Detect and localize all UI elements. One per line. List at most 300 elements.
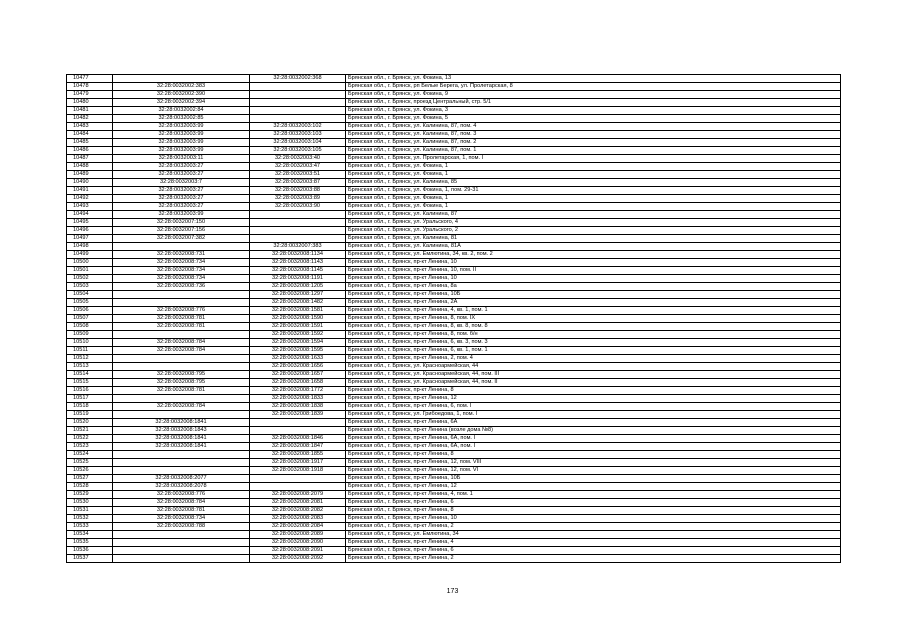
table-row xyxy=(67,179,841,187)
object-cadastral-cell: 32:28:0032008:1657 xyxy=(250,371,346,379)
row-number-cell: 10498 xyxy=(67,243,113,251)
address-cell: Брянская обл., г. Брянск, пр-кт Ленина, 2 xyxy=(346,555,841,563)
address-cell: Брянская обл., г. Брянск, ул. Фокина, 13 xyxy=(346,75,841,83)
address-cell: Брянская обл., г. Брянск, ул. Красноармейская, 44 xyxy=(346,363,841,371)
object-cadastral-cell xyxy=(250,219,346,227)
row-number-cell: 10492 xyxy=(67,195,113,203)
object-cadastral-cell xyxy=(250,419,346,427)
row-number-cell: 10502 xyxy=(67,275,113,283)
table-row xyxy=(67,155,841,163)
object-cadastral-cell: 32:28:0032007:383 xyxy=(250,243,346,251)
land-cadastral-cell: 32:28:0032008:734 xyxy=(113,267,250,275)
row-number-cell: 10531 xyxy=(67,507,113,515)
table-row xyxy=(67,163,841,171)
object-cadastral-cell: 32:28:0032003:102 xyxy=(250,123,346,131)
object-cadastral-cell: 32:28:0032003:89 xyxy=(250,195,346,203)
table-row xyxy=(67,443,841,451)
table-row xyxy=(67,187,841,195)
land-cadastral-cell: 32:28:0032007:150 xyxy=(113,219,250,227)
address-cell: Брянская обл., г. Брянск, пр-кт Ленина, 4 xyxy=(346,539,841,547)
address-cell: Брянская обл., г. Брянск, ул. Калинина, 87 xyxy=(346,211,841,219)
table-row xyxy=(67,323,841,331)
table-row xyxy=(67,259,841,267)
land-cadastral-cell xyxy=(113,243,250,251)
address-cell: Брянская обл., г. Брянск, пр-кт Ленина, 10Б xyxy=(346,291,841,299)
address-cell: Брянская обл., г. Брянск, ул. Фокина, 1 xyxy=(346,203,841,211)
address-cell: Брянская обл., г. Брянск, ул. Фокина, 9 xyxy=(346,91,841,99)
address-cell: Брянская обл., г. Брянск, ул. Фокина, 5 xyxy=(346,115,841,123)
table-row xyxy=(67,339,841,347)
row-number-cell: 10520 xyxy=(67,419,113,427)
row-number-cell: 10494 xyxy=(67,211,113,219)
table-row xyxy=(67,427,841,435)
address-cell: Брянская обл., г. Брянск, ул. Уральского, 4 xyxy=(346,219,841,227)
table-row xyxy=(67,107,841,115)
address-cell: Брянская обл., г. Брянск, рп Белые Берега, ул. Пролетарская, 8 xyxy=(346,83,841,91)
table-row xyxy=(67,387,841,395)
row-number-cell: 10480 xyxy=(67,99,113,107)
object-cadastral-cell: 32:28:0032008:1592 xyxy=(250,331,346,339)
row-number-cell: 10534 xyxy=(67,531,113,539)
object-cadastral-cell xyxy=(250,91,346,99)
table-row xyxy=(67,283,841,291)
address-cell: Брянская обл., г. Брянск, пр-кт Ленина, 10Б xyxy=(346,475,841,483)
address-cell: Брянская обл., г. Брянск, пр-кт Ленина, 6А, пом. I xyxy=(346,443,841,451)
land-cadastral-cell: 32:28:0032002:84 xyxy=(113,107,250,115)
row-number-cell: 10478 xyxy=(67,83,113,91)
address-cell: Брянская обл., г. Брянск, пр-кт Ленина, 10 xyxy=(346,515,841,523)
land-cadastral-cell: 32:28:0032008:784 xyxy=(113,499,250,507)
address-cell: Брянская обл., г. Брянск, ул. Калинина, 87, пом. 2 xyxy=(346,139,841,147)
table-row xyxy=(67,227,841,235)
object-cadastral-cell: 32:28:0032008:2083 xyxy=(250,515,346,523)
object-cadastral-cell xyxy=(250,235,346,243)
row-number-cell: 10517 xyxy=(67,395,113,403)
land-cadastral-cell xyxy=(113,411,250,419)
address-cell: Брянская обл., г. Брянск, пр-кт Ленина, 6 xyxy=(346,499,841,507)
row-number-cell: 10514 xyxy=(67,371,113,379)
land-cadastral-cell: 32:28:0032003:11 xyxy=(113,155,250,163)
address-cell: Брянская обл., г. Брянск, ул. Фокина, 1 xyxy=(346,163,841,171)
land-cadastral-cell: 32:28:0032008:795 xyxy=(113,379,250,387)
object-cadastral-cell: 32:28:0032008:2079 xyxy=(250,491,346,499)
address-cell: Брянская обл., г. Брянск, ул. Калинина, 85 xyxy=(346,179,841,187)
row-number-cell: 10533 xyxy=(67,523,113,531)
address-cell: Брянская обл., г. Брянск, ул. Емлютина, 34, кв. 2, пом. 2 xyxy=(346,251,841,259)
address-cell: Брянская обл., г. Брянск, ул. Уральского, 2 xyxy=(346,227,841,235)
land-cadastral-cell: 32:28:0032007:156 xyxy=(113,227,250,235)
land-cadastral-cell xyxy=(113,531,250,539)
land-cadastral-cell: 32:28:0032008:795 xyxy=(113,371,250,379)
table-body xyxy=(67,75,841,563)
row-number-cell: 10530 xyxy=(67,499,113,507)
object-cadastral-cell: 32:28:0032003:87 xyxy=(250,179,346,187)
address-cell: Брянская обл., г. Брянск, пр-кт Ленина, 12 xyxy=(346,483,841,491)
land-cadastral-cell: 32:28:0032003:27 xyxy=(113,171,250,179)
land-cadastral-cell: 32:28:0032008:781 xyxy=(113,507,250,515)
row-number-cell: 10513 xyxy=(67,363,113,371)
data-table xyxy=(66,74,841,563)
row-number-cell: 10518 xyxy=(67,403,113,411)
land-cadastral-cell: 32:28:0032008:784 xyxy=(113,403,250,411)
land-cadastral-cell xyxy=(113,355,250,363)
object-cadastral-cell: 32:28:0032008:1595 xyxy=(250,347,346,355)
table-row xyxy=(67,147,841,155)
row-number-cell: 10497 xyxy=(67,235,113,243)
land-cadastral-cell: 32:28:0032008:788 xyxy=(113,523,250,531)
land-cadastral-cell: 32:28:0032008:781 xyxy=(113,387,250,395)
land-cadastral-cell xyxy=(113,555,250,563)
table-row xyxy=(67,91,841,99)
address-cell: Брянская обл., г. Брянск, ул. Фокина, 1 xyxy=(346,171,841,179)
object-cadastral-cell: 32:28:0032008:1918 xyxy=(250,467,346,475)
land-cadastral-cell: 32:28:0032003:27 xyxy=(113,163,250,171)
land-cadastral-cell: 32:28:0032008:734 xyxy=(113,259,250,267)
page-number: 173 xyxy=(446,588,459,595)
address-cell: Брянская обл., г. Брянск, пр-кт Ленина, 6, пом. I xyxy=(346,403,841,411)
row-number-cell: 10489 xyxy=(67,171,113,179)
table-row xyxy=(67,491,841,499)
land-cadastral-cell: 32:28:0032008:731 xyxy=(113,251,250,259)
row-number-cell: 10485 xyxy=(67,139,113,147)
object-cadastral-cell: 32:28:0032008:2090 xyxy=(250,539,346,547)
land-cadastral-cell: 32:28:0032008:734 xyxy=(113,275,250,283)
row-number-cell: 10484 xyxy=(67,131,113,139)
table-row xyxy=(67,483,841,491)
table-row xyxy=(67,299,841,307)
address-cell: Брянская обл., г. Брянск, ул. Фокина, 1 xyxy=(346,195,841,203)
address-cell: Брянская обл., г. Брянск, пр-кт Ленина, 8, пом. б/н xyxy=(346,331,841,339)
object-cadastral-cell: 32:28:0032008:1658 xyxy=(250,379,346,387)
object-cadastral-cell: 32:28:0032008:1134 xyxy=(250,251,346,259)
row-number-cell: 10522 xyxy=(67,435,113,443)
address-cell: Брянская обл., г. Брянск, пр-кт Ленина, 2 xyxy=(346,523,841,531)
table-row xyxy=(67,115,841,123)
land-cadastral-cell xyxy=(113,467,250,475)
table-row xyxy=(67,195,841,203)
row-number-cell: 10505 xyxy=(67,299,113,307)
row-number-cell: 10509 xyxy=(67,331,113,339)
object-cadastral-cell: 32:28:0032003:88 xyxy=(250,187,346,195)
land-cadastral-cell: 32:28:0032008:736 xyxy=(113,283,250,291)
object-cadastral-cell: 32:28:0032008:1772 xyxy=(250,387,346,395)
row-number-cell: 10508 xyxy=(67,323,113,331)
row-number-cell: 10503 xyxy=(67,283,113,291)
object-cadastral-cell: 32:28:0032003:51 xyxy=(250,171,346,179)
address-cell: Брянская обл., г. Брянск, ул. Калинина, 81А xyxy=(346,243,841,251)
row-number-cell: 10495 xyxy=(67,219,113,227)
row-number-cell: 10516 xyxy=(67,387,113,395)
row-number-cell: 10536 xyxy=(67,547,113,555)
land-cadastral-cell: 32:28:0032002:85 xyxy=(113,115,250,123)
address-cell: Брянская обл., г. Брянск, пр-кт Ленина, 4, кв. 1, пом. 1 xyxy=(346,307,841,315)
row-number-cell: 10483 xyxy=(67,123,113,131)
row-number-cell: 10528 xyxy=(67,483,113,491)
address-cell: Брянская обл., г. Брянск, пр-кт Ленина, 10, пом. II xyxy=(346,267,841,275)
address-cell: Брянская обл., г. Брянск, пр-кт Ленина, 12 xyxy=(346,395,841,403)
table-row xyxy=(67,379,841,387)
land-cadastral-cell: 32:28:0032002:390 xyxy=(113,91,250,99)
land-cadastral-cell: 32:28:0032003:99 xyxy=(113,139,250,147)
object-cadastral-cell xyxy=(250,115,346,123)
row-number-cell: 10515 xyxy=(67,379,113,387)
row-number-cell: 10482 xyxy=(67,115,113,123)
land-cadastral-cell: 32:28:0032003:99 xyxy=(113,123,250,131)
table-row xyxy=(67,451,841,459)
land-cadastral-cell xyxy=(113,299,250,307)
table-row xyxy=(67,331,841,339)
land-cadastral-cell: 32:28:0032008:1841 xyxy=(113,443,250,451)
land-cadastral-cell: 32:28:0032002:383 xyxy=(113,83,250,91)
table-row xyxy=(67,539,841,547)
object-cadastral-cell xyxy=(250,227,346,235)
address-cell: Брянская обл., г. Брянск, пр-кт Ленина, 12, пом. VI xyxy=(346,467,841,475)
object-cadastral-cell: 32:28:0032008:1855 xyxy=(250,451,346,459)
object-cadastral-cell: 32:28:0032008:1205 xyxy=(250,283,346,291)
address-cell: Брянская обл., г. Брянск, ул. Пролетарская, 1, пом. I xyxy=(346,155,841,163)
row-number-cell: 10535 xyxy=(67,539,113,547)
address-cell: Брянская обл., г. Брянск, пр-кт Ленина, 6 xyxy=(346,547,841,555)
row-number-cell: 10491 xyxy=(67,187,113,195)
land-cadastral-cell xyxy=(113,451,250,459)
row-number-cell: 10523 xyxy=(67,443,113,451)
object-cadastral-cell: 32:28:0032008:1145 xyxy=(250,267,346,275)
address-cell: Брянская обл., г. Брянск, пр-кт Ленина, 8а xyxy=(346,283,841,291)
object-cadastral-cell: 32:28:0032008:1847 xyxy=(250,443,346,451)
land-cadastral-cell: 32:28:0032008:784 xyxy=(113,347,250,355)
land-cadastral-cell: 32:28:0032008:1841 xyxy=(113,419,250,427)
row-number-cell: 10525 xyxy=(67,459,113,467)
address-cell: Брянская обл., г. Брянск, ул. Калинина, 87, пом. 4 xyxy=(346,123,841,131)
table-row xyxy=(67,219,841,227)
table-row xyxy=(67,267,841,275)
row-number-cell: 10519 xyxy=(67,411,113,419)
land-cadastral-cell: 32:28:0032007:382 xyxy=(113,235,250,243)
object-cadastral-cell: 32:28:0032008:2092 xyxy=(250,555,346,563)
address-cell: Брянская обл., г. Брянск, пр-кт Ленина, 2А xyxy=(346,299,841,307)
object-cadastral-cell: 32:28:0032008:1482 xyxy=(250,299,346,307)
object-cadastral-cell: 32:28:0032008:1591 xyxy=(250,323,346,331)
table-row xyxy=(67,315,841,323)
land-cadastral-cell: 32:28:0032008:2078 xyxy=(113,483,250,491)
table-row xyxy=(67,371,841,379)
address-cell: Брянская обл., г. Брянск, пр-кт Ленина, 12, пом. VIII xyxy=(346,459,841,467)
land-cadastral-cell xyxy=(113,291,250,299)
row-number-cell: 10532 xyxy=(67,515,113,523)
address-cell: Брянская обл., г. Брянск, пр-кт Ленина, 10 xyxy=(346,275,841,283)
address-cell: Брянская обл., г. Брянск, ул. Калинина, 87, пом. 1 xyxy=(346,147,841,155)
address-cell: Брянская обл., г. Брянск, пр-кт Ленина, 6, кв. 3, пом. 3 xyxy=(346,339,841,347)
object-cadastral-cell: 32:28:0032008:2084 xyxy=(250,523,346,531)
land-cadastral-cell xyxy=(113,75,250,83)
table-row xyxy=(67,555,841,563)
object-cadastral-cell: 32:28:0032008:2081 xyxy=(250,499,346,507)
object-cadastral-cell: 32:28:0032008:2089 xyxy=(250,531,346,539)
land-cadastral-cell: 32:28:0032003:99 xyxy=(113,147,250,155)
table-row xyxy=(67,355,841,363)
table-row xyxy=(67,363,841,371)
address-cell: Брянская обл., г. Брянск, ул. Грибоедова, 1, пом. I xyxy=(346,411,841,419)
object-cadastral-cell: 32:28:0032003:105 xyxy=(250,147,346,155)
address-cell: Брянская обл., г. Брянск, пр-кт Ленина (возле дома №8) xyxy=(346,427,841,435)
object-cadastral-cell: 32:28:0032008:1143 xyxy=(250,259,346,267)
table-row xyxy=(67,83,841,91)
row-number-cell: 10537 xyxy=(67,555,113,563)
object-cadastral-cell: 32:28:0032008:1590 xyxy=(250,315,346,323)
table-row xyxy=(67,123,841,131)
row-number-cell: 10504 xyxy=(67,291,113,299)
land-cadastral-cell: 32:28:0032008:776 xyxy=(113,491,250,499)
row-number-cell: 10506 xyxy=(67,307,113,315)
table-row xyxy=(67,203,841,211)
land-cadastral-cell: 32:28:0032003:27 xyxy=(113,203,250,211)
table-row xyxy=(67,131,841,139)
land-cadastral-cell: 32:28:0032008:734 xyxy=(113,515,250,523)
object-cadastral-cell: 32:28:0032003:104 xyxy=(250,139,346,147)
table-row xyxy=(67,547,841,555)
table-row xyxy=(67,459,841,467)
table-row xyxy=(67,171,841,179)
address-cell: Брянская обл., г. Брянск, пр-кт Ленина, 6А xyxy=(346,419,841,427)
address-cell: Брянская обл., г. Брянск, ул. Калинина, 81 xyxy=(346,235,841,243)
row-number-cell: 10499 xyxy=(67,251,113,259)
row-number-cell: 10521 xyxy=(67,427,113,435)
object-cadastral-cell xyxy=(250,99,346,107)
table-row xyxy=(67,395,841,403)
address-cell: Брянская обл., г. Брянск, ул. Фокина, 1, пом. 29-31 xyxy=(346,187,841,195)
table-row xyxy=(67,347,841,355)
land-cadastral-cell xyxy=(113,459,250,467)
address-cell: Брянская обл., г. Брянск, пр-кт Ленина, 8 xyxy=(346,507,841,515)
row-number-cell: 10500 xyxy=(67,259,113,267)
land-cadastral-cell xyxy=(113,363,250,371)
land-cadastral-cell: 32:28:0032003:99 xyxy=(113,131,250,139)
table-row xyxy=(67,467,841,475)
object-cadastral-cell: 32:28:0032008:1839 xyxy=(250,411,346,419)
table-row xyxy=(67,523,841,531)
land-cadastral-cell: 32:28:0032003:99 xyxy=(113,211,250,219)
land-cadastral-cell: 32:28:0032008:2077 xyxy=(113,475,250,483)
address-cell: Брянская обл., г. Брянск, ул. Красноармейская, 44, пом. II xyxy=(346,379,841,387)
table-row xyxy=(67,211,841,219)
object-cadastral-cell: 32:28:0032008:1838 xyxy=(250,403,346,411)
address-cell: Брянская обл., г. Брянск, ул. Красноармейская, 44, пом. III xyxy=(346,371,841,379)
row-number-cell: 10488 xyxy=(67,163,113,171)
table-row xyxy=(67,251,841,259)
table-row xyxy=(67,243,841,251)
object-cadastral-cell xyxy=(250,83,346,91)
address-cell: Брянская обл., г. Брянск, пр-кт Ленина, 8, кв. 8, пом. 8 xyxy=(346,323,841,331)
object-cadastral-cell: 32:28:0032008:1594 xyxy=(250,339,346,347)
object-cadastral-cell: 32:28:0032008:1833 xyxy=(250,395,346,403)
row-number-cell: 10496 xyxy=(67,227,113,235)
object-cadastral-cell: 32:28:0032008:2091 xyxy=(250,547,346,555)
row-number-cell: 10511 xyxy=(67,347,113,355)
table-row xyxy=(67,411,841,419)
row-number-cell: 10490 xyxy=(67,179,113,187)
object-cadastral-cell: 32:28:0032008:1297 xyxy=(250,291,346,299)
address-cell: Брянская обл., г. Брянск, ул. Емлютина, 34 xyxy=(346,531,841,539)
table-row xyxy=(67,475,841,483)
table-row xyxy=(67,435,841,443)
object-cadastral-cell: 32:28:0032003:90 xyxy=(250,203,346,211)
address-cell: Брянская обл., г. Брянск, пр-кт Ленина, 4, пом. 1 xyxy=(346,491,841,499)
object-cadastral-cell: 32:28:0032008:1191 xyxy=(250,275,346,283)
object-cadastral-cell: 32:28:0032008:1581 xyxy=(250,307,346,315)
object-cadastral-cell: 32:28:0032008:1846 xyxy=(250,435,346,443)
row-number-cell: 10527 xyxy=(67,475,113,483)
table-row xyxy=(67,75,841,83)
object-cadastral-cell: 32:28:0032003:40 xyxy=(250,155,346,163)
address-cell: Брянская обл., г. Брянск, пр-кт Ленина, 6, кв. 1, пом. 1 xyxy=(346,347,841,355)
table-row xyxy=(67,507,841,515)
row-number-cell: 10524 xyxy=(67,451,113,459)
land-cadastral-cell xyxy=(113,539,250,547)
table-row xyxy=(67,235,841,243)
address-cell: Брянская обл., г. Брянск, пр-кт Ленина, 6А, пом. I xyxy=(346,435,841,443)
table-row xyxy=(67,403,841,411)
table-row xyxy=(67,99,841,107)
address-cell: Брянская обл., г. Брянск, ул. Фокина, 3 xyxy=(346,107,841,115)
object-cadastral-cell: 32:28:0032008:1917 xyxy=(250,459,346,467)
row-number-cell: 10526 xyxy=(67,467,113,475)
address-cell: Брянская обл., г. Брянск, ул. Калинина, 87, пом. 3 xyxy=(346,131,841,139)
object-cadastral-cell xyxy=(250,475,346,483)
land-cadastral-cell xyxy=(113,395,250,403)
address-cell: Брянская обл., г. Брянск, пр-кт Ленина, 10 xyxy=(346,259,841,267)
table-row xyxy=(67,515,841,523)
address-cell: Брянская обл., г. Брянск, пр-кт Ленина, 8 xyxy=(346,451,841,459)
row-number-cell: 10493 xyxy=(67,203,113,211)
land-cadastral-cell: 32:28:0032008:1841 xyxy=(113,435,250,443)
land-cadastral-cell xyxy=(113,547,250,555)
address-cell: Брянская обл., г. Брянск, пр-кт Ленина, 8, пом. IX xyxy=(346,315,841,323)
object-cadastral-cell xyxy=(250,107,346,115)
table-row xyxy=(67,139,841,147)
row-number-cell: 10529 xyxy=(67,491,113,499)
address-cell: Брянская обл., г. Брянск, проезд Центральный, стр. 5/1 xyxy=(346,99,841,107)
land-cadastral-cell: 32:28:0032008:781 xyxy=(113,315,250,323)
object-cadastral-cell: 32:28:0032002:368 xyxy=(250,75,346,83)
object-cadastral-cell: 32:28:0032008:1633 xyxy=(250,355,346,363)
row-number-cell: 10477 xyxy=(67,75,113,83)
object-cadastral-cell: 32:28:0032008:2082 xyxy=(250,507,346,515)
row-number-cell: 10510 xyxy=(67,339,113,347)
land-cadastral-cell: 32:28:0032008:784 xyxy=(113,339,250,347)
row-number-cell: 10501 xyxy=(67,267,113,275)
land-cadastral-cell: 32:28:0032002:394 xyxy=(113,99,250,107)
row-number-cell: 10487 xyxy=(67,155,113,163)
object-cadastral-cell: 32:28:0032003:47 xyxy=(250,163,346,171)
object-cadastral-cell xyxy=(250,483,346,491)
land-cadastral-cell: 32:28:0032003:27 xyxy=(113,187,250,195)
land-cadastral-cell: 32:28:0032008:781 xyxy=(113,323,250,331)
object-cadastral-cell xyxy=(250,427,346,435)
address-cell: Брянская обл., г. Брянск, пр-кт Ленина, 8 xyxy=(346,387,841,395)
object-cadastral-cell: 32:28:0032008:1656 xyxy=(250,363,346,371)
row-number-cell: 10507 xyxy=(67,315,113,323)
table-row xyxy=(67,307,841,315)
land-cadastral-cell: 32:28:0032008:776 xyxy=(113,307,250,315)
land-cadastral-cell xyxy=(113,331,250,339)
table-row xyxy=(67,499,841,507)
land-cadastral-cell: 32:28:0032003:27 xyxy=(113,195,250,203)
land-cadastral-cell: 32:28:0032003:7 xyxy=(113,179,250,187)
address-cell: Брянская обл., г. Брянск, пр-кт Ленина, 2, пом. 4 xyxy=(346,355,841,363)
row-number-cell: 10486 xyxy=(67,147,113,155)
row-number-cell: 10481 xyxy=(67,107,113,115)
object-cadastral-cell xyxy=(250,211,346,219)
